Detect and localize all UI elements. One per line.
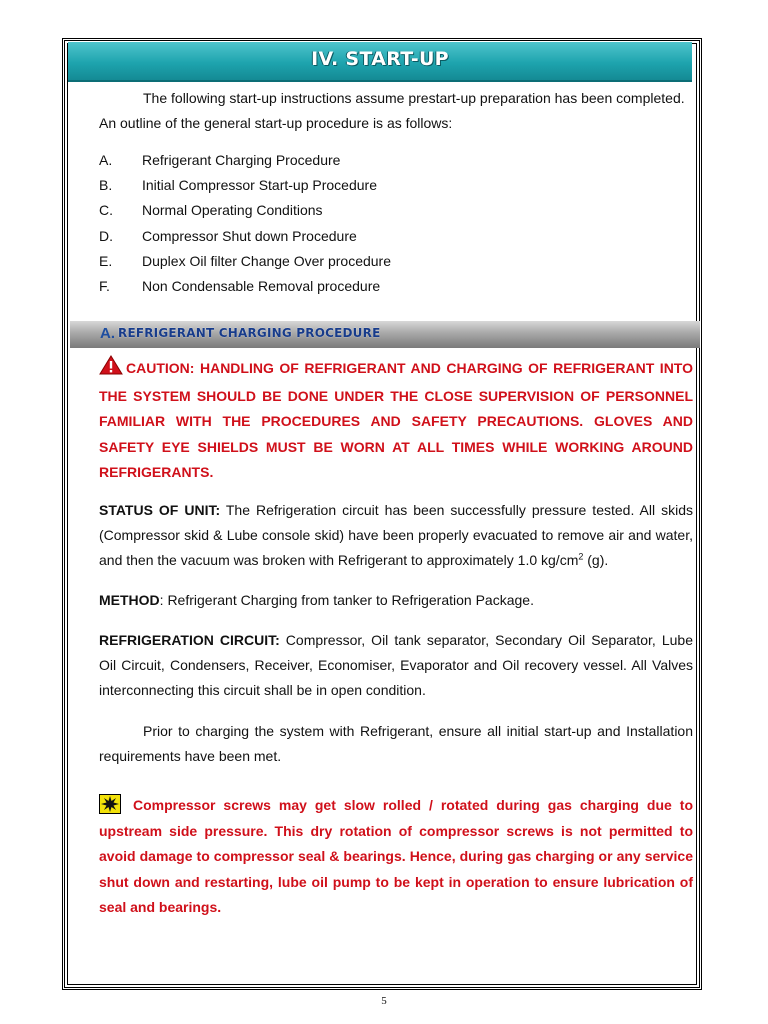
list-item (99, 148, 693, 173)
warning-triangle-icon (99, 355, 123, 384)
list-item (99, 274, 693, 299)
section-banner (68, 42, 692, 82)
method-text: : Refrigerant Charging from tanker to Refrigeration Package. (159, 592, 534, 608)
section-title: REFRIGERANT CHARGING PROCEDURE (118, 326, 381, 340)
status-superscript: 2 (578, 551, 584, 562)
method-label: METHOD (99, 592, 160, 608)
list-item-letter: E. (99, 252, 113, 269)
method-paragraph (99, 588, 693, 613)
list-item-text: Initial Compressor Start-up Procedure (142, 177, 377, 194)
circuit-paragraph (99, 628, 693, 703)
outline-list (99, 148, 693, 299)
list-item (99, 249, 693, 274)
status-text: The Refrigeration circuit has been successfully pressure tested. All skids (Compressor skid & Lube console skid) have been properly evacuated to remove air and water, and then the vacuum was broken with Refrigerant to approximately 1.0 kg/cm (99, 502, 693, 568)
status-text-end: (g). (583, 552, 609, 568)
list-item (99, 198, 693, 223)
list-item-letter: F. (99, 277, 110, 294)
burst-note-icon (99, 794, 121, 814)
status-paragraph (99, 498, 693, 573)
circuit-label: REFRIGERATION CIRCUIT: (99, 632, 280, 648)
section-letter: A. (100, 325, 115, 342)
prior-paragraph: Prior to charging the system with Refrigerant, ensure all initial start-up and Installation requirements have been met. (99, 723, 693, 764)
list-item (99, 224, 693, 249)
list-item-letter: D. (99, 227, 113, 244)
list-item-text: Refrigerant Charging Procedure (142, 152, 341, 168)
status-label: STATUS OF UNIT: (99, 502, 221, 518)
caution-block (99, 355, 693, 486)
page-number: 5 (381, 995, 387, 1007)
section-heading-bar (70, 321, 700, 348)
page-title: IV. START-UP (311, 48, 449, 70)
list-item-text: Normal Operating Conditions (142, 202, 323, 219)
list-item-letter: B. (99, 177, 113, 194)
caution-text: CAUTION: HANDLING OF REFRIGERANT AND CHARGING OF REFRIGERANT INTO THE SYSTEM SHOULD BE DONE UNDER THE CLOSE SUPERVISION OF PERSONNEL FAMILIAR WITH THE PROCEDURES AND SAFETY PRECAUTIONS. GLOVES AND SAFETY EYE SHIELDS MUST BE WORN AT ALL TIMES WHILE WORKING AROUND REFRIGERANTS. (99, 360, 693, 480)
list-item-text: Compressor Shut down Procedure (142, 227, 357, 244)
list-item-letter: A. (99, 152, 113, 168)
note-block (99, 793, 693, 921)
list-item-text: Duplex Oil filter Change Over procedure (142, 252, 392, 269)
list-item-text: Non Condensable Removal procedure (142, 277, 381, 294)
intro-line-1: The following start-up instructions assume prestart-up preparation has been completed. (143, 90, 685, 106)
list-item-letter: C. (99, 202, 113, 219)
list-item (99, 173, 693, 198)
note-text: Compressor screws may get slow rolled / rotated during gas charging due to upstream side pressure. This dry rotation of compressor screws is not permitted to avoid damage to compressor seal & bearings. Hence, during gas charging or any service shut down and restarting, lube oil pump to be kept in operation to ensure lubrication of seal and bearings. (99, 797, 693, 915)
intro-line-2: An outline of the general start-up procedure is as follows: (99, 115, 453, 131)
circuit-text: Compressor, Oil tank separator, Secondary Oil Separator, Lube Oil Circuit, Condensers, Receiver, Economiser, Evaporator and Oil recovery vessel. All Valves interconnecting this circuit shall be in open condition. (99, 632, 693, 698)
